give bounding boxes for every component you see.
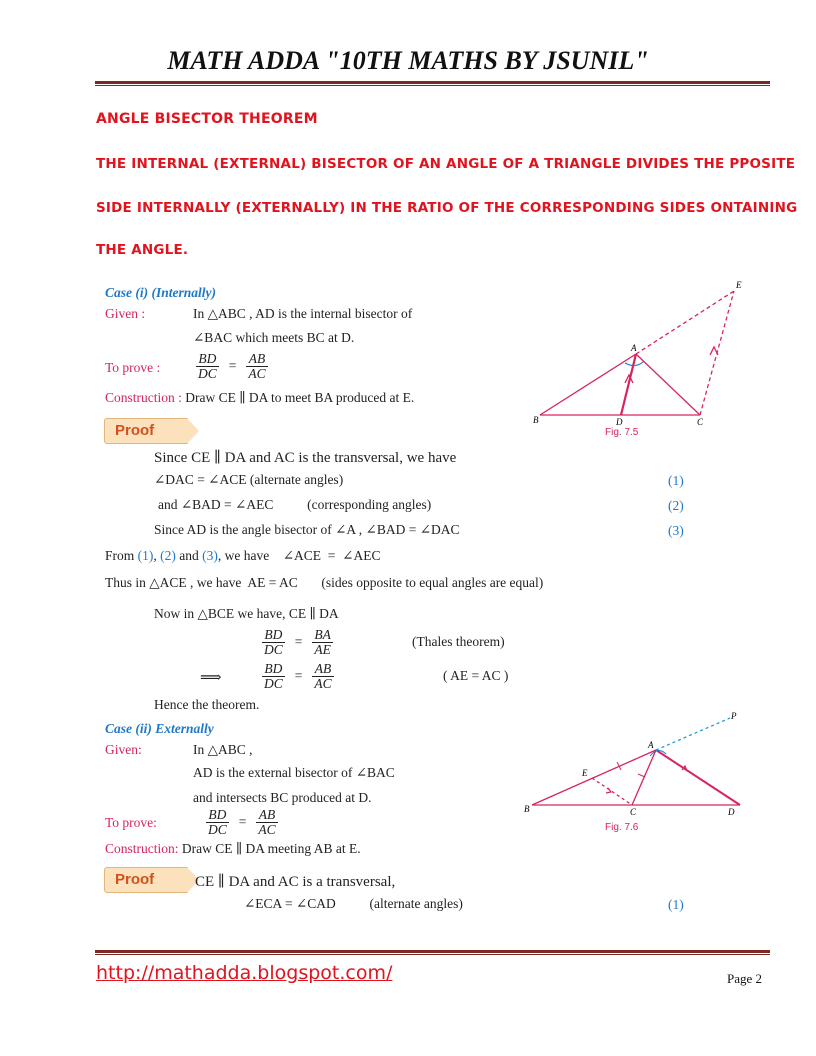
svg-text:P: P (731, 711, 737, 721)
segment-ba (540, 354, 636, 415)
case2-toprove-equation: $\frac{BD}{DC}$ = $\frac{AB}{AC}$ (208, 807, 276, 837)
blog-link[interactable]: http://mathadda.blogspot.com/ (96, 962, 393, 984)
parallel-arrow-icon (606, 788, 611, 793)
header-rule-thin (95, 85, 770, 86)
proof1-line-3: and ∠BAD = ∠AEC (corresponding angles) (158, 497, 432, 512)
segment-ad (621, 354, 636, 415)
proof1-conclusion: Hence the theorem. (154, 697, 260, 712)
page-number: Page 2 (727, 971, 763, 986)
case2-title: Case (ii) Externally (105, 721, 214, 736)
equation-number: (1) (668, 897, 684, 912)
svg-text:A: A (631, 343, 637, 353)
proof2-line-1: CE ∥ DA and AC is a transversal, (195, 874, 396, 890)
case1-title: Case (i) (Internally) (105, 285, 216, 300)
svg-text:C: C (630, 807, 637, 817)
case2-construction: Construction: Draw CE ∥ DA meeting AB at E. (105, 841, 361, 856)
header-rule (95, 81, 770, 84)
proof2-line-2: ∠ECA = ∠CAD (alternate angles) (244, 896, 463, 911)
segment-ba (532, 750, 656, 805)
proof1-line-6: Thus in △ACE , we have AE = AC (sides opposite to equal angles are equal) (105, 575, 544, 590)
footer-rule (95, 950, 770, 953)
implies-arrow: ⟹ (200, 670, 222, 686)
parallel-arrow-icon (710, 347, 718, 355)
svg-text:B: B (533, 415, 539, 425)
proof1-line-1: Since CE ∥ DA and AC is the transversal, we have (154, 450, 457, 466)
segment-ac (636, 354, 700, 415)
theorem-line-3: THE ANGLE. (96, 242, 189, 258)
proof1-line-7: Now in △BCE we have, CE ∥ DA (154, 606, 339, 621)
svg-text:E: E (736, 280, 742, 290)
tick-mark (638, 774, 645, 777)
case2-given-line2: AD is the external bisector of ∠BAC (193, 765, 395, 780)
proof-tag-1: Proof (104, 418, 188, 444)
result-equation: $\frac{BD}{DC}$ = $\frac{AB}{AC}$ (264, 661, 332, 691)
proof-tag-2: Proof (104, 867, 188, 893)
case1-toprove-label: To prove : (105, 360, 161, 375)
segment-ad (656, 750, 740, 805)
svg-text:E: E (582, 768, 588, 778)
case1-construction: Construction : Draw CE ∥ DA to meet BA produced at E. (105, 390, 415, 405)
svg-text:A: A (648, 740, 654, 750)
figure-7-6 (520, 708, 770, 836)
figure-7-5 (525, 275, 755, 440)
thales-equation: $\frac{BD}{DC}$ = $\frac{BA}{AE}$ (264, 627, 331, 657)
case1-given-label: Given : (105, 306, 146, 321)
thales-note: (Thales theorem) (412, 634, 505, 649)
svg-text:B: B (524, 804, 530, 814)
proof1-line-5: From (1), (2) and (3), we have ∠ACE = ∠AEC (105, 548, 381, 563)
theorem-line-2: SIDE INTERNALLY (EXTERNALLY) IN THE RATIO OF THE CORRESPONDING SIDES ONTAINING (96, 200, 798, 216)
page-header-title: MATH ADDA "10TH MATHS BY JSUNIL" (167, 46, 649, 75)
fraction: $\frac{AB}{AC}$ (248, 351, 266, 381)
footer-rule-thin (95, 954, 770, 955)
segment-ac (632, 750, 656, 805)
case2-given-label: Given: (105, 742, 142, 757)
svg-text:Fig. 7.5: Fig. 7.5 (605, 427, 639, 438)
proof1-line-2: ∠DAC = ∠ACE (alternate angles) (154, 472, 344, 487)
segment-ap-dashed (656, 718, 730, 750)
equation-number: (1) (668, 473, 684, 488)
proof1-line-4: Since AD is the angle bisector of ∠A , ∠BAD = ∠DAC (154, 522, 460, 537)
case1-toprove-equation: $\frac{BD}{DC}$ = $\frac{AB}{AC}$ (198, 351, 266, 381)
svg-text:C: C (697, 417, 704, 427)
case2-given-line3: and intersects BC produced at D. (193, 790, 372, 805)
case1-given-line1: In △ABC , AD is the internal bisector of (193, 306, 413, 321)
svg-text:Fig. 7.6: Fig. 7.6 (605, 822, 639, 833)
case2-toprove-label: To prove: (105, 815, 157, 830)
theorem-heading: ANGLE BISECTOR THEOREM (96, 111, 318, 127)
equation-number: (2) (668, 498, 684, 513)
equation-number: (3) (668, 523, 684, 538)
result-note: ( AE = AC ) (443, 668, 509, 683)
case2-given-line1: In △ABC , (193, 742, 253, 757)
svg-text:D: D (728, 807, 735, 817)
segment-ce-dashed (592, 778, 632, 805)
fraction: $\frac{BD}{DC}$ (198, 351, 217, 381)
theorem-line-1: THE INTERNAL (EXTERNAL) BISECTOR OF AN ANGLE OF A TRIANGLE DIVIDES THE PPOSITE (96, 156, 796, 172)
svg-text:D: D (616, 417, 623, 427)
case1-given-line2: ∠BAC which meets BC at D. (193, 330, 355, 345)
